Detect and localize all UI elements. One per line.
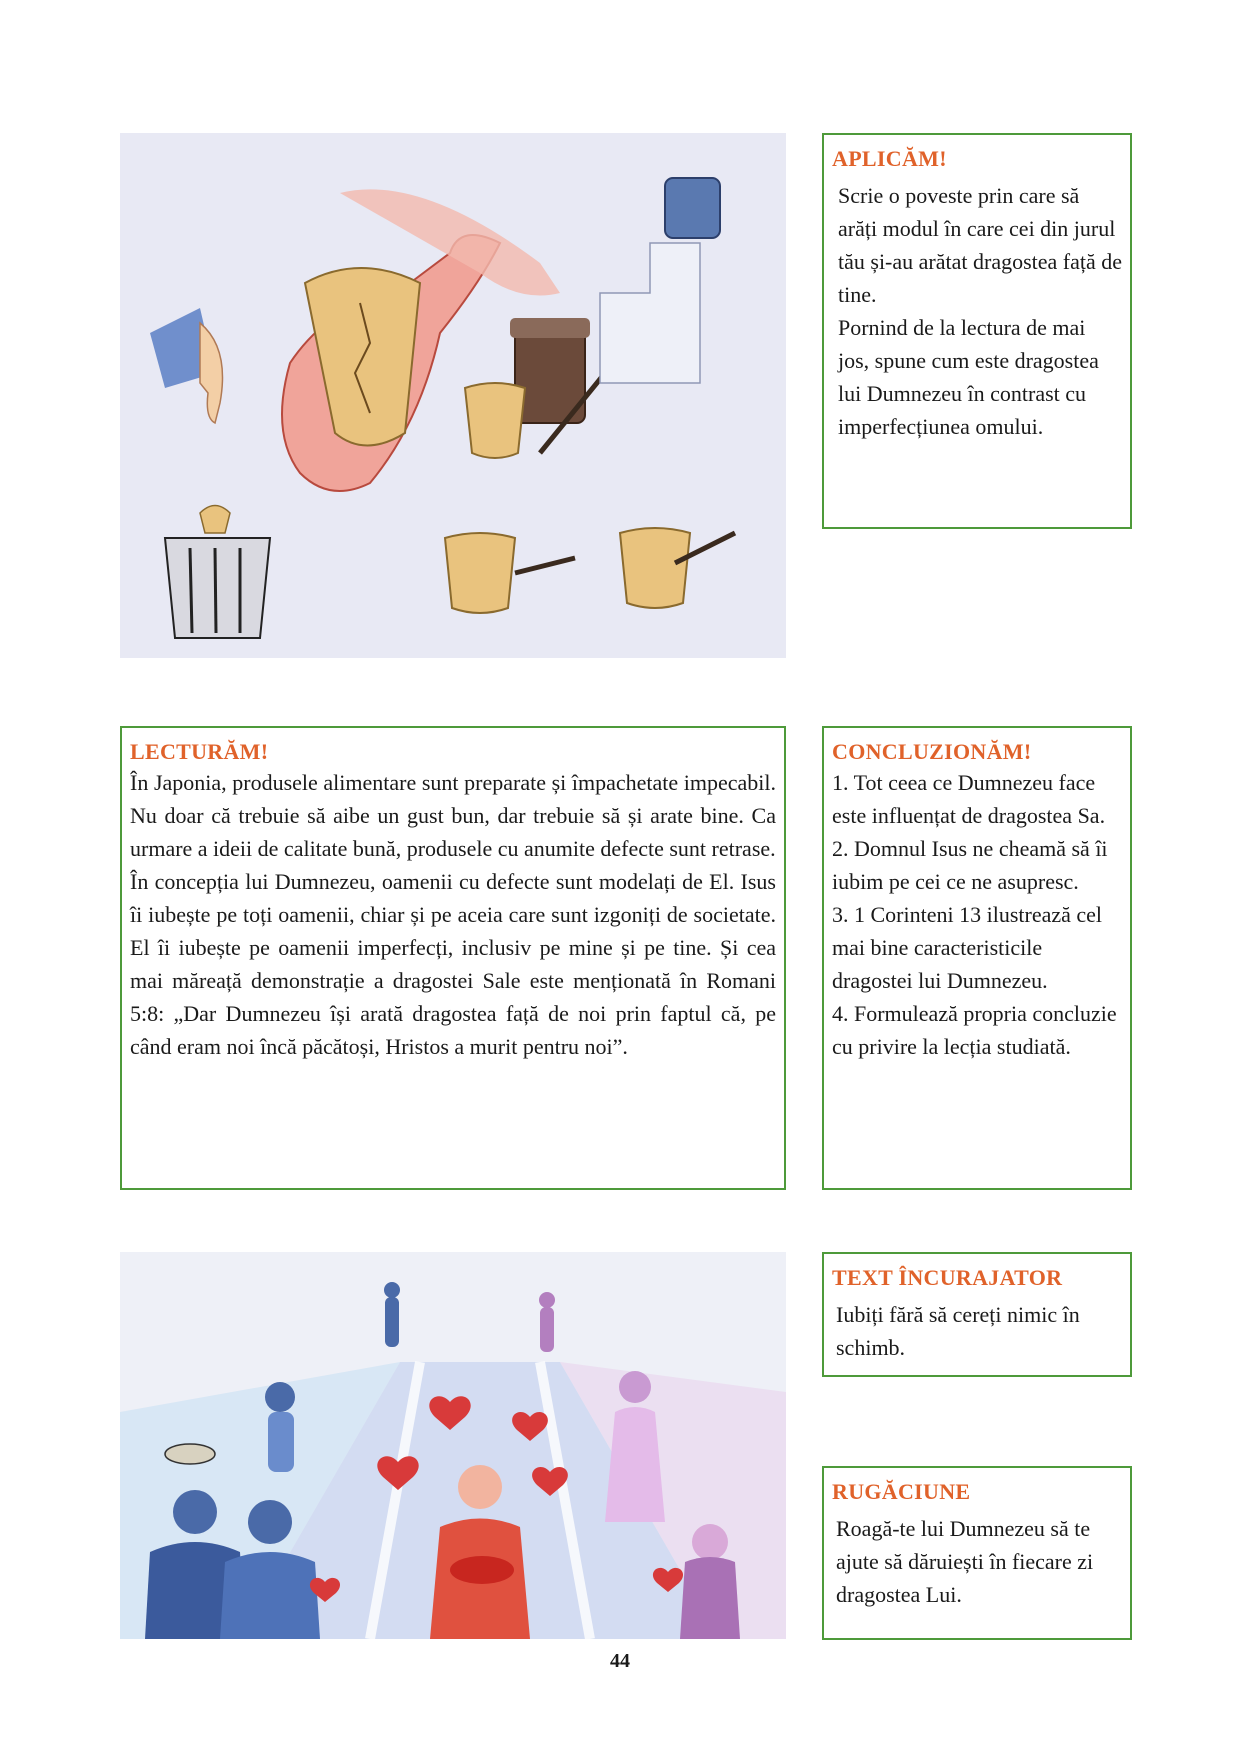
- lecturam-body: [130, 766, 776, 1063]
- concluzionam-item: 1. Tot ceea ce Dumnezeu face este influențat de dragostea Sa.: [832, 770, 1106, 828]
- lecturam-title: LECTURĂM!: [130, 739, 269, 764]
- rugaciune-body: Roagă-te lui Dumnezeu să te ajute să dăruiești în fiecare zi dragostea Lui.: [836, 1516, 1094, 1607]
- rugaciune-box: [822, 1466, 1132, 1640]
- concluzionam-list: [832, 766, 1122, 1063]
- illustration-hearts: [120, 1252, 786, 1639]
- illustration-broken-cup: [120, 133, 786, 658]
- aplicam-paragraph: Scrie o poveste prin care să arăți modul în care cei din jurul tău și-au arătat dragostea față de tine.: [838, 183, 1123, 307]
- aplicam-body: [832, 179, 1122, 443]
- aplicam-title: APLICĂM!: [832, 146, 947, 171]
- rugaciune-title: RUGĂCIUNE: [832, 1479, 971, 1504]
- cup-drawing: [120, 133, 786, 658]
- lecturam-paragraph: În Japonia, produsele alimentare sunt preparate și împachetate impecabil. Nu doar că trebuie să aibe un gust bun, dar trebuie să și arate bine. Ca urmare a ideii de calitate bună, produsele cu anumite defecte sunt retrase.: [130, 770, 776, 861]
- hearts-drawing: [120, 1252, 786, 1639]
- aplicam-paragraph: Pornind de la lectura de mai jos, spune cum este dragostea lui Dumnezeu în contrast cu imperfecțiunea omului.: [838, 315, 1099, 439]
- concluzionam-item: 3. 1 Corinteni 13 ilustrează cel mai bine caracteristicile dragostei lui Dumnezeu.: [832, 902, 1103, 993]
- concluzionam-box: [822, 726, 1132, 1190]
- concluzionam-title: CONCLUZIONĂM!: [832, 739, 1032, 764]
- text-incurajator-body: Iubiți fără să cereți nimic în schimb.: [836, 1302, 1080, 1360]
- aplicam-box: [822, 133, 1132, 529]
- page-number: 44: [610, 1650, 630, 1672]
- text-incurajator-title: TEXT ÎNCURAJATOR: [832, 1265, 1063, 1290]
- concluzionam-item: 4. Formulează propria concluzie cu privire la lecția studiată.: [832, 1001, 1117, 1059]
- text-incurajator-box: [822, 1252, 1132, 1377]
- concluzionam-item: 2. Domnul Isus ne cheamă să îi iubim pe cei ce ne asupresc.: [832, 836, 1108, 894]
- lecturam-box: [120, 726, 786, 1190]
- lecturam-paragraph: În concepția lui Dumnezeu, oamenii cu defecte sunt modelați de El. Isus îi iubește pe toți oamenii, chiar și pe aceia care sunt izgoniți de societate. El îi iubește pe oamenii imperfecți, inclusiv pe mine și pe tine. Și cea mai măreață demonstrație a dragostei Sale este menționată în Romani 5:8: „Dar Dumnezeu își arată dragostea față de noi prin faptul că, pe când eram noi încă păcătoși, Hristos a murit pentru noi”.: [130, 869, 776, 1059]
